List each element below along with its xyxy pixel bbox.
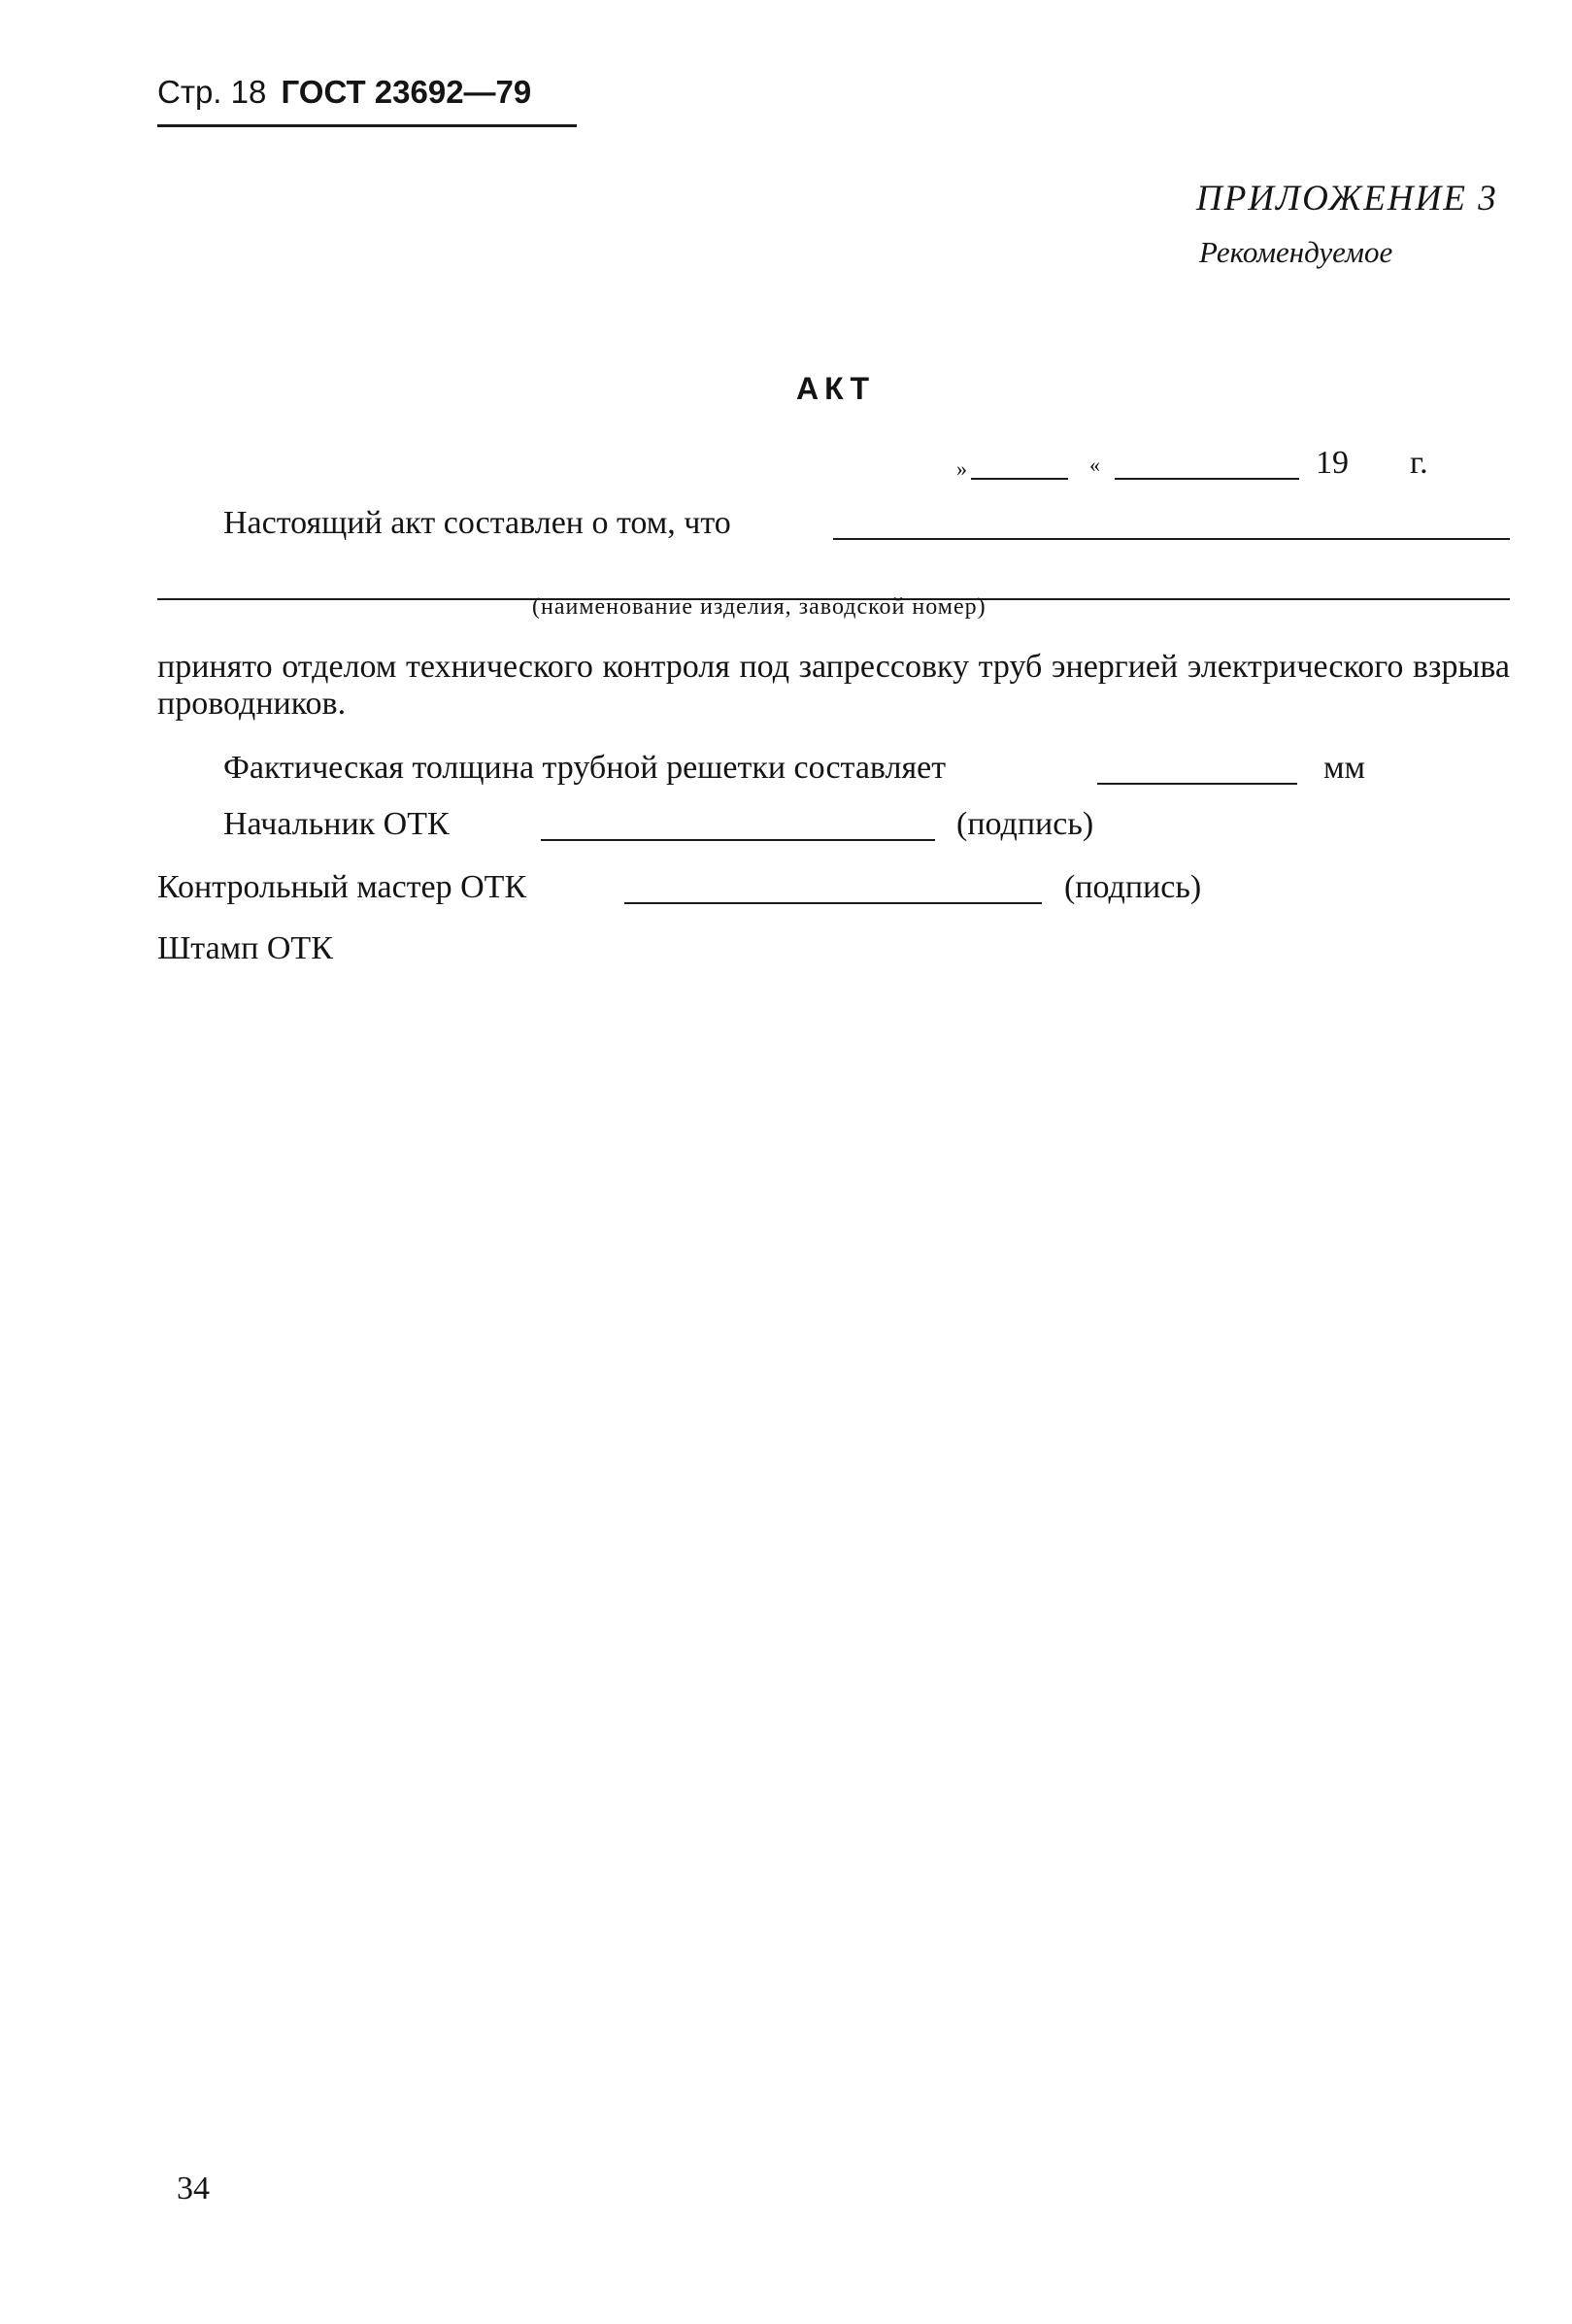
date-month-field[interactable] (1115, 478, 1299, 480)
page-number: 34 (177, 2171, 210, 2206)
master-sign-caption: (подпись) (1064, 869, 1202, 905)
stamp-label: Штамп ОТК (157, 930, 333, 966)
date-year-prefix: 19 (1316, 445, 1349, 481)
item-caption: (наименование изделия, заводской номер) (532, 594, 987, 620)
master-signature-field[interactable] (624, 902, 1042, 904)
act-intro: Настоящий акт составлен о том, что (223, 505, 731, 541)
chief-sign-caption: (подпись) (956, 806, 1094, 842)
chief-label: Начальник ОТК (223, 806, 450, 842)
thickness-field[interactable] (1097, 783, 1297, 785)
appendix-title: ПРИЛОЖЕНИЕ 3 (1196, 179, 1498, 219)
header-rule (157, 124, 577, 127)
act-title: АКТ (796, 371, 875, 406)
chief-signature-field[interactable] (541, 839, 935, 841)
thickness-unit: мм (1323, 750, 1366, 786)
thickness-label: Фактическая толщина трубной решетки составляет (223, 750, 947, 786)
date-day-field[interactable] (971, 478, 1068, 480)
date-close-quote: « (1089, 453, 1100, 477)
date-open-quote: » (956, 456, 967, 481)
page-header (157, 74, 531, 111)
subject-field[interactable] (833, 538, 1510, 540)
master-label: Контрольный мастер ОТК (157, 869, 527, 905)
standard-number: ГОСТ 23692—79 (281, 74, 532, 110)
date-year-suffix: г. (1410, 445, 1428, 481)
appendix-subtitle: Рекомендуемое (1199, 235, 1393, 269)
accepted-paragraph: принято отделом технического контроля под запрессовку труб энергией электрического взрыва проводников. (157, 649, 1510, 722)
page-label: Стр. 18 (157, 74, 267, 110)
